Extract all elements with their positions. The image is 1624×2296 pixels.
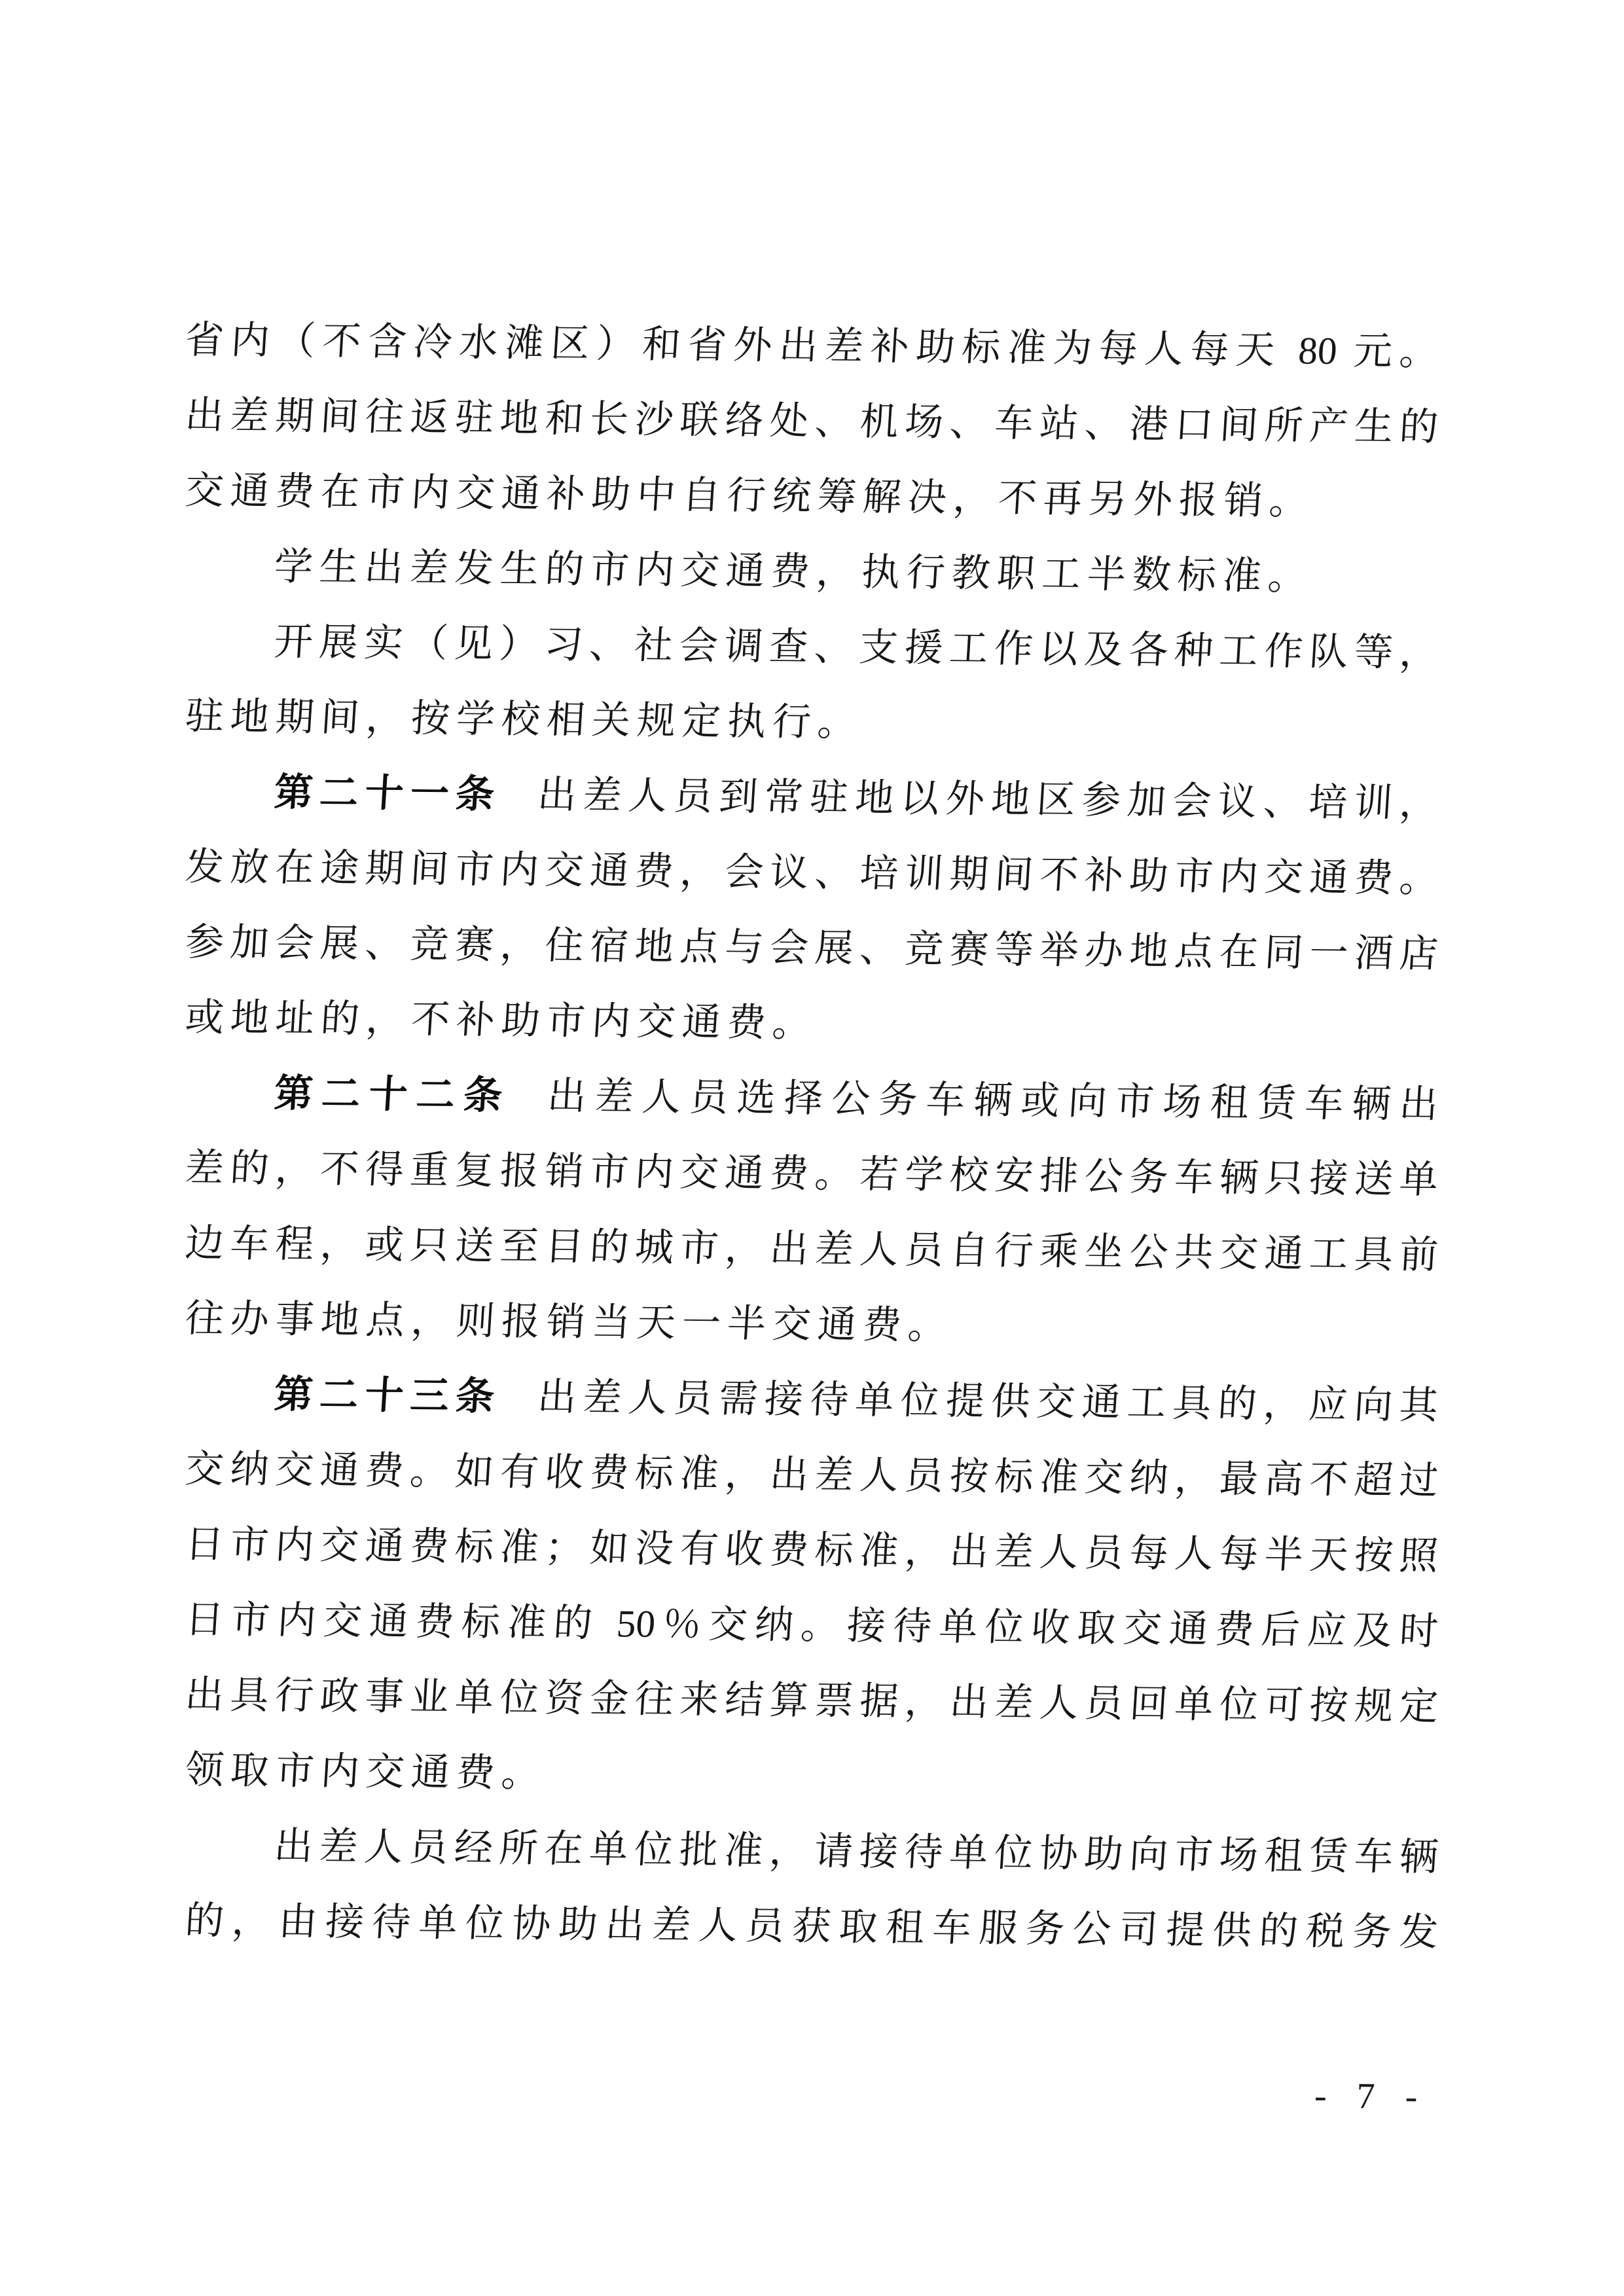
text-line [183, 679, 1440, 766]
page-number: - 7 - [1314, 2075, 1428, 2117]
text-line [183, 378, 1440, 465]
text-run: 出差人员需接待单位提供交通工具的，应向其 [536, 1375, 1439, 1427]
article-heading-run: 第二十二条 [272, 1071, 513, 1117]
text-line [183, 905, 1440, 992]
text-line [183, 1883, 1440, 1970]
text-run: 省内（不含冷水滩区）和省外出差补助标准为每人每天 80 元。 [183, 318, 1439, 374]
text-line [183, 829, 1440, 916]
text-run: 参加会展、竞赛，住宿地点与会展、竞赛等举办地点在同一酒店 [183, 920, 1439, 976]
article-heading-run: 第二十一条 [272, 770, 503, 816]
text-run: 或地址的，不补助市内交通费。 [183, 996, 820, 1045]
text-line [183, 302, 1440, 389]
text-line [183, 1808, 1440, 1895]
text-run: 差的，不得重复报销市内交通费。若学校安排公务车辆只接送单 [183, 1146, 1439, 1202]
text-line [183, 754, 1440, 841]
text-line [183, 1281, 1440, 1368]
text-run: 开展实（见）习、社会调查、支援工作以及各种工作队等， [272, 620, 1439, 675]
text-line [183, 528, 1440, 615]
document-body [185, 302, 1438, 1958]
text-line [183, 1582, 1440, 1669]
text-run: 日市内交通费标准的 50％交纳。接待单位收取交通费后应及时 [183, 1598, 1439, 1653]
text-run: 交通费在市内交通补助中自行统筹解决，不再另外报销。 [183, 469, 1316, 523]
text-line [183, 1732, 1440, 1820]
text-line [183, 980, 1440, 1067]
text-run: 出差人员到常驻地以外地区参加会议、培训， [536, 773, 1439, 825]
text-line [183, 453, 1440, 540]
text-run: 的，由接待单位协助出差人员获取租车服务公司提供的税务发 [183, 1899, 1439, 1954]
text-line [183, 1657, 1440, 1744]
text-run: 驻地期间，按学校相关规定执行。 [183, 694, 865, 744]
text-line [183, 1206, 1440, 1293]
text-run: 往办事地点，则报销当天一半交通费。 [183, 1297, 955, 1348]
text-line [183, 1507, 1440, 1594]
text-line [183, 1055, 1440, 1142]
text-run: 交纳交通费。如有收费标准，出差人员按标准交纳，最高不超过 [183, 1447, 1439, 1503]
text-run: 发放在途期间市内交通费，会议、培训期间不补助市内交通费。 [183, 845, 1439, 901]
text-run: 出差期间往返驻地和长沙联络处、机场、车站、港口间所产生的 [183, 393, 1439, 449]
text-run: 领取市内交通费。 [183, 1748, 549, 1795]
text-run: 边车程，或只送至目的城市，出差人员自行乘坐公共交通工具前 [183, 1221, 1439, 1277]
text-run: 出具行政事业单位资金往来结算票据，出差人员回单位可按规定 [183, 1673, 1439, 1729]
text-line [183, 1130, 1440, 1217]
text-line [183, 1356, 1440, 1443]
text-line [183, 603, 1440, 691]
text-run: 出差人员选择公务车辆或向市场租赁车辆出 [546, 1074, 1439, 1126]
text-run: 学生出差发生的市内交通费，执行教职工半数标准。 [272, 545, 1315, 598]
text-line [183, 1431, 1440, 1518]
text-run: 出差人员经所在单位批准，请接待单位协助向市场租赁车辆 [272, 1824, 1439, 1879]
text-run: 日市内交通费标准；如没有收费标准，出差人员每人每半天按照 [183, 1522, 1439, 1578]
article-heading-run: 第二十三条 [272, 1372, 503, 1418]
